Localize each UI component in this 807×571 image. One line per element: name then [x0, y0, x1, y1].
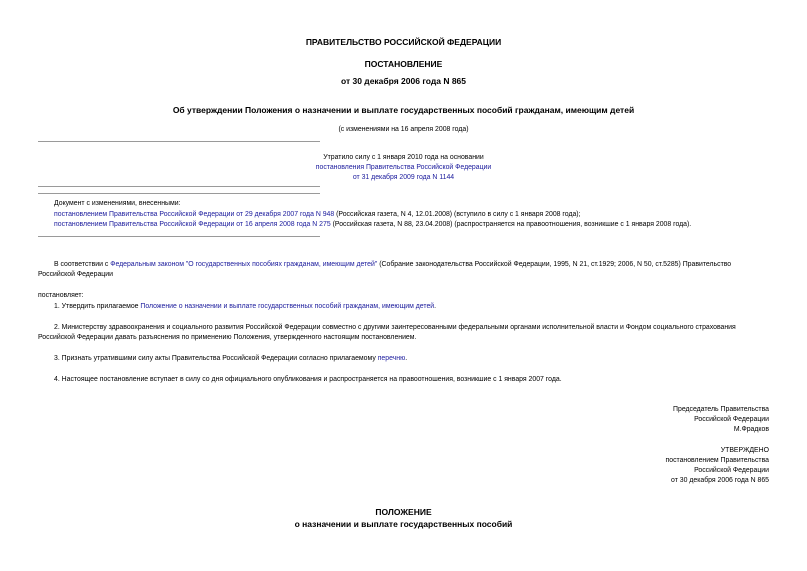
separator-line	[38, 236, 320, 237]
separator-line	[38, 141, 320, 142]
point-4: 4. Настоящее постановление вступает в силу со дня официального опубликования и распространяется на правоотношения, возникшие с 1 января 2007 года.	[54, 376, 562, 383]
amendment-note: (с изменениями на 16 апреля 2008 года)	[338, 126, 469, 133]
document-type: ПОСТАНОВЛЕНИЕ	[364, 59, 443, 69]
regulation-link[interactable]: Положение о назначении и выплате государственных пособий гражданам, имеющим детей	[140, 303, 435, 310]
point-1-before: 1. Утвердить прилагаемое	[54, 303, 141, 310]
approved-date: от 30 декабря 2006 года N 865	[671, 477, 769, 484]
federal-law-link[interactable]: Федеральным законом "О государственных пособиях гражданам, имеющим детей"	[110, 261, 378, 268]
preamble-after: (Собрание законодательства Российской Федерации, 1995, N 21, ст.1929; 2006, N 50, ст.5285) Правительство Российской Федерации	[38, 261, 732, 278]
document-date-number: от 30 декабря 2006 года N 865	[340, 76, 467, 86]
separator-line	[38, 193, 320, 194]
government-heading: ПРАВИТЕЛЬСТВО РОССИЙСКОЙ ФЕДЕРАЦИИ	[305, 37, 502, 47]
void-notice-link-line1[interactable]: постановления Правительства Российской Федерации	[315, 164, 492, 171]
signature-title: Председатель Правительства	[673, 406, 769, 413]
signature-country: Российской Федерации	[694, 416, 769, 423]
signature-name: М.Фрадков	[733, 426, 769, 433]
point-3	[38, 354, 769, 364]
changes-intro: Документ с изменениями, внесенными:	[54, 200, 181, 207]
point-1-after: .	[434, 303, 437, 310]
change-item-link[interactable]: постановлением Правительства Российской Федерации от 16 апреля 2008 года N 275	[54, 221, 331, 228]
document-title: Об утверждении Положения о назначении и выплате государственных пособий гражданам, имеющим детей	[172, 105, 635, 115]
point-3-before: 3. Признать утратившими силу акты Правительства Российской Федерации согласно прилагаемому	[54, 355, 378, 362]
change-item	[54, 211, 581, 218]
separator-line	[38, 186, 320, 187]
approved-label: УТВЕРЖДЕНО	[720, 447, 769, 454]
point-2: 2. Министерству здравоохранения и социального развития Российской Федерации совместно с другими заинтересованными федеральными органами исполнительной власти и Фондом социального страхования Российской Федерации давать разъяснения по применению Положения, утвержденного настоящим постановлением.	[38, 324, 736, 341]
change-item	[54, 221, 691, 228]
change-item-link[interactable]: постановлением Правительства Российской Федерации от 29 декабря 2007 года N 948	[54, 211, 335, 218]
point-3-after: .	[405, 355, 408, 362]
void-notice-text: Утратило силу с 1 января 2010 года на основании	[323, 154, 484, 161]
change-item-text: (Российская газета, N 4, 12.01.2008) (вступило в силу с 1 января 2008 года);	[334, 211, 581, 218]
point-1	[38, 302, 769, 312]
preamble-paragraph	[38, 260, 769, 280]
void-notice-link-line2[interactable]: от 31 декабря 2009 года N 1144	[352, 174, 455, 181]
regulation-title: ПОЛОЖЕНИЕ	[375, 507, 432, 517]
regulation-subtitle: о назначении и выплате государственных пособий	[294, 519, 513, 529]
preamble-before: В соответствии с	[54, 261, 111, 268]
approved-country: Российской Федерации	[694, 467, 769, 474]
decrees-word: постановляет:	[38, 292, 84, 299]
change-item-text: (Российская газета, N 88, 23.04.2008) (распространяется на правоотношения, возникшие с 1 января 2008 года).	[330, 221, 692, 228]
list-link[interactable]: перечню	[377, 355, 406, 362]
approved-by: постановлением Правительства	[665, 457, 769, 464]
